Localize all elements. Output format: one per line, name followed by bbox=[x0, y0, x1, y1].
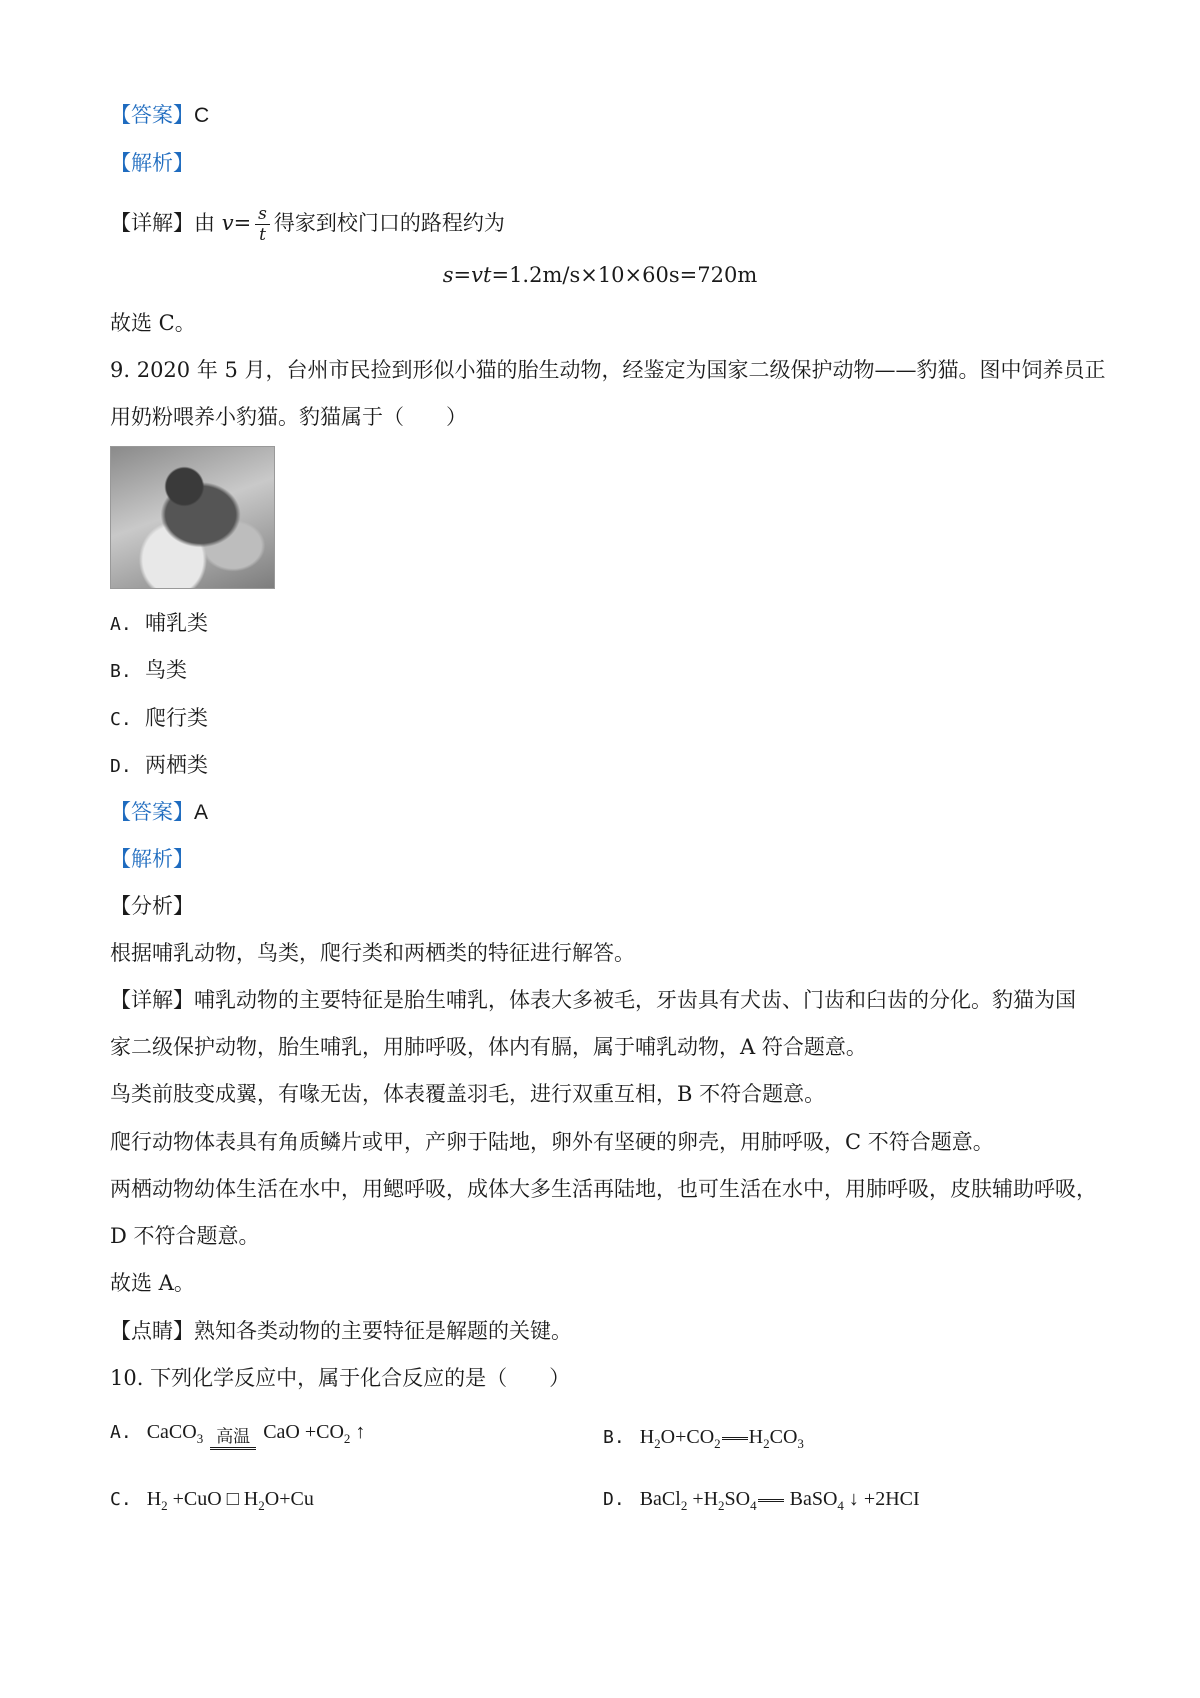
detail-line2: 家二级保护动物，胎生哺乳，用肺呼吸，体内有膈，属于哺乳动物，A 符合题意。 bbox=[110, 1035, 867, 1059]
detail-tag: 【详解】 bbox=[110, 988, 194, 1012]
subscript: 2 bbox=[763, 1436, 770, 1451]
subscript: 3 bbox=[196, 1431, 204, 1446]
equals: = bbox=[233, 211, 252, 235]
detail-tag: 【详解】 bbox=[110, 211, 194, 235]
fraction-denominator: t bbox=[259, 225, 266, 245]
option-c[interactable] bbox=[110, 703, 208, 735]
answer-value: A bbox=[194, 801, 209, 824]
formula-s: s bbox=[442, 263, 454, 287]
detail-line4: 爬行动物体表具有角质鳞片或甲，产卵于陆地，卵外有坚硬的卵壳，用肺呼吸，C 不符合题意。 bbox=[110, 1130, 994, 1154]
formula-part: O+CO bbox=[660, 1426, 715, 1448]
detail-line3: 鸟类前肢变成翼，有喙无齿，体表覆盖羽毛，进行双重互相，B 不符合题意。 bbox=[110, 1082, 826, 1106]
formula-part: BaSO bbox=[784, 1488, 838, 1510]
subscript: 4 bbox=[837, 1498, 844, 1513]
detail-line5: 两栖动物幼体生活在水中，用鳃呼吸，成体大多生活再陆地，也可生活在水中，用肺呼吸，皮肤辅助呼吸， bbox=[110, 1177, 1097, 1201]
choose-line: 故选 C。 bbox=[110, 311, 196, 335]
formula-part: H bbox=[748, 1426, 764, 1448]
formula-part: +H bbox=[687, 1488, 719, 1510]
subscript: 2 bbox=[258, 1498, 265, 1513]
formula-part: H bbox=[146, 1488, 162, 1510]
option-b[interactable] bbox=[110, 655, 187, 687]
formula-part: H bbox=[238, 1488, 259, 1510]
option-label: D. bbox=[110, 756, 132, 777]
analysis-tag bbox=[110, 844, 194, 874]
var-v: v bbox=[221, 211, 234, 235]
formula-part: +CuO bbox=[167, 1488, 227, 1510]
subscript: 2 bbox=[654, 1436, 661, 1451]
condition-text: 高温 bbox=[216, 1427, 251, 1446]
subscript: 2 bbox=[161, 1498, 168, 1513]
product: CaO +CO bbox=[263, 1421, 344, 1443]
subscript: 2 bbox=[718, 1498, 725, 1513]
option-a[interactable] bbox=[110, 608, 208, 640]
answer-value: C bbox=[194, 104, 210, 127]
formula-part: CO bbox=[769, 1426, 798, 1448]
detail-pre: 由 bbox=[194, 211, 222, 235]
option-label: A. bbox=[110, 1422, 132, 1443]
option-c[interactable] bbox=[110, 1484, 314, 1521]
option-b[interactable] bbox=[603, 1422, 804, 1459]
fraction-numerator: s bbox=[255, 204, 270, 225]
detail-post: 得家到校门口的路程约为 bbox=[273, 211, 505, 235]
question-9-stem-line1: 9. 2020 年 5 月，台州市民捡到形似小猫的胎生动物，经鉴定为国家二级保护动物——豹猫。图中饲养员正 bbox=[110, 358, 1106, 382]
option-text: 爬行类 bbox=[145, 706, 209, 730]
dianjing-line bbox=[110, 1316, 572, 1346]
dianjing-tag: 【点睛】 bbox=[110, 1319, 194, 1343]
formula-rest: =1.2m/s×10×60s=720m bbox=[491, 263, 758, 287]
analysis-tag-text: 【解析】 bbox=[110, 151, 194, 175]
question-10-stem: 10. 下列化学反应中，属于化合反应的是（ ） bbox=[110, 1366, 571, 1390]
choose-line: 故选 A。 bbox=[110, 1271, 195, 1295]
option-a[interactable] bbox=[110, 1412, 365, 1459]
subscript: 2 bbox=[343, 1431, 351, 1446]
answer-tag: 【答案】 bbox=[110, 800, 194, 824]
question-9-stem-line2: 用奶粉喂养小豹猫。豹猫属于（ ） bbox=[110, 405, 467, 429]
detail-line6: D 不符合题意。 bbox=[110, 1224, 260, 1248]
option-label: B. bbox=[110, 661, 132, 682]
option-text: 鸟类 bbox=[145, 658, 188, 682]
subscript: 2 bbox=[714, 1436, 721, 1451]
option-label: B. bbox=[603, 1427, 625, 1448]
formula-part: O+Cu bbox=[264, 1488, 314, 1510]
fenxi-text: 根据哺乳动物，鸟类，爬行类和两栖类的特征进行解答。 bbox=[110, 941, 635, 965]
option-d[interactable] bbox=[110, 750, 208, 782]
option-label: C. bbox=[110, 709, 132, 730]
equals-sign bbox=[722, 1437, 748, 1440]
formula-part: H bbox=[639, 1426, 655, 1448]
answer-line bbox=[110, 797, 208, 828]
subscript: 3 bbox=[797, 1436, 804, 1451]
option-text: 哺乳类 bbox=[145, 611, 209, 635]
answer-tag: 【答案】 bbox=[110, 103, 194, 127]
fraction bbox=[255, 204, 270, 245]
subscript: 2 bbox=[680, 1498, 688, 1513]
formula-line: s=vt=1.2m/s×10×60s=720m bbox=[442, 263, 758, 287]
missing-glyph-box: □ bbox=[226, 1488, 239, 1510]
formula-part: BaCl bbox=[639, 1488, 681, 1510]
option-label: A. bbox=[110, 614, 132, 635]
answer-line bbox=[110, 100, 209, 131]
formula-part: SO bbox=[724, 1488, 751, 1510]
formula-part: ↓ +2HCI bbox=[843, 1488, 920, 1510]
dianjing-text: 熟知各类动物的主要特征是解题的关键。 bbox=[194, 1319, 572, 1343]
fenxi-tag: 【分析】 bbox=[110, 894, 194, 918]
option-d[interactable] bbox=[603, 1484, 920, 1521]
reaction-condition bbox=[210, 1427, 256, 1459]
analysis-tag bbox=[110, 148, 194, 178]
detail-text: 哺乳动物的主要特征是胎生哺乳，体表大多被毛，牙齿具有犬齿、门齿和臼齿的分化。豹猫为国 bbox=[194, 988, 1076, 1012]
leopard-cat-photo bbox=[110, 446, 275, 589]
analysis-tag-text: 【解析】 bbox=[110, 847, 194, 871]
reactant: CaCO bbox=[146, 1421, 197, 1443]
option-label: D. bbox=[603, 1489, 625, 1510]
option-label: C. bbox=[110, 1489, 132, 1510]
detail-line1 bbox=[110, 985, 1076, 1015]
equals-sign bbox=[210, 1447, 256, 1450]
option-text: 两栖类 bbox=[145, 753, 209, 777]
subscript: 4 bbox=[750, 1498, 757, 1513]
gas-arrow: ↑ bbox=[350, 1421, 366, 1443]
detail-line bbox=[110, 204, 505, 245]
equals-sign bbox=[758, 1499, 784, 1502]
formula-vt: vt bbox=[471, 263, 492, 287]
